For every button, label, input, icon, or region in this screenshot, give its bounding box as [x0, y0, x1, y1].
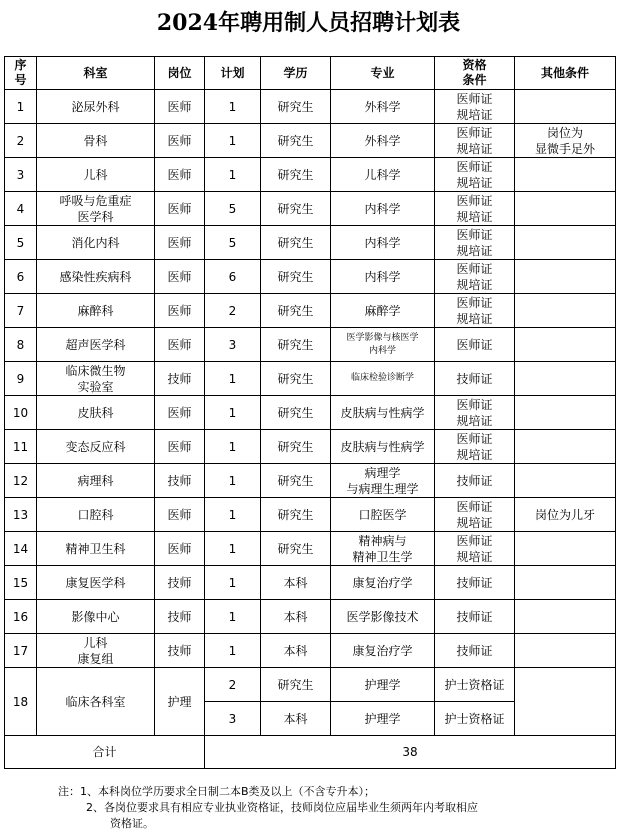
cell-dept: 临床各科室	[37, 668, 155, 736]
cell-qual-line: 规培证	[456, 141, 493, 156]
cell-major-line: 外科学	[364, 99, 401, 114]
total-row	[5, 736, 616, 769]
cell-dept-line: 泌尿外科	[71, 99, 120, 114]
cell-dept	[37, 532, 155, 566]
cell-qual	[435, 566, 515, 600]
table-row	[5, 634, 616, 668]
cell-post: 技师	[155, 600, 205, 634]
cell-plan: 1	[205, 532, 261, 566]
cell-dept	[37, 260, 155, 294]
cell-major-line: 内科学	[368, 345, 396, 356]
cell-qual-line: 规培证	[456, 209, 493, 224]
cell-edu: 本科	[261, 634, 331, 668]
note-1: 注：1、本科岗位学历要求全日制二本B类及以上（不含专升本）；	[58, 785, 376, 798]
cell-other	[515, 226, 616, 260]
cell-plan: 1	[205, 158, 261, 192]
cell-post: 医师	[155, 498, 205, 532]
table-row	[5, 90, 616, 124]
cell-major	[331, 362, 435, 396]
cell-major-line: 医学影像与核医学	[346, 332, 419, 343]
cell-qual	[435, 260, 515, 294]
cell-dept	[37, 90, 155, 124]
cell-no: 13	[5, 498, 37, 532]
cell-post: 医师	[155, 294, 205, 328]
cell-other	[515, 362, 616, 396]
cell-post: 医师	[155, 192, 205, 226]
cell-plan: 1	[205, 396, 261, 430]
note-2-continued: 资格证。	[110, 817, 154, 830]
cell-edu: 研究生	[261, 226, 331, 260]
cell-no: 1	[5, 90, 37, 124]
cell-major-line: 儿科学	[364, 167, 401, 182]
cell-major: 护理学	[331, 668, 435, 702]
cell-other	[515, 566, 616, 600]
cell-dept	[37, 192, 155, 226]
cell-major-line: 麻醉学	[364, 303, 401, 318]
cell-edu: 本科	[261, 600, 331, 634]
cell-major	[331, 328, 435, 362]
cell-major-line: 内科学	[364, 201, 401, 216]
cell-no: 6	[5, 260, 37, 294]
cell-dept	[37, 396, 155, 430]
cell-post: 医师	[155, 158, 205, 192]
cell-post: 医师	[155, 328, 205, 362]
cell-major-line: 精神卫生学	[352, 549, 413, 564]
header-major: 专业	[331, 57, 435, 90]
cell-other	[515, 158, 616, 192]
cell-other	[515, 396, 616, 430]
cell-no: 3	[5, 158, 37, 192]
cell-major-line: 临床检验诊断学	[350, 373, 414, 383]
header-qual: 资格 条件	[435, 57, 515, 90]
cell-post: 医师	[155, 260, 205, 294]
table-row	[5, 158, 616, 192]
cell-no: 15	[5, 566, 37, 600]
cell-edu: 研究生	[261, 124, 331, 158]
cell-other	[515, 498, 616, 532]
cell-qual-line: 医师证	[456, 193, 493, 208]
cell-edu: 研究生	[261, 396, 331, 430]
table-row	[5, 396, 616, 430]
cell-no: 14	[5, 532, 37, 566]
cell-major-line: 皮肤病与性病学	[340, 439, 425, 454]
cell-other	[515, 634, 616, 668]
cell-plan: 5	[205, 226, 261, 260]
cell-plan: 1	[205, 90, 261, 124]
cell-other-line: 岗位为	[546, 125, 583, 140]
cell-edu: 研究生	[261, 532, 331, 566]
cell-other-line: 岗位为儿牙	[534, 507, 595, 522]
cell-qual-line: 规培证	[456, 311, 493, 326]
cell-major	[331, 498, 435, 532]
cell-dept-line: 麻醉科	[77, 303, 114, 318]
cell-dept	[37, 158, 155, 192]
cell-plan: 1	[205, 124, 261, 158]
cell-edu: 研究生	[261, 464, 331, 498]
cell-qual-line: 规培证	[456, 107, 493, 122]
cell-no: 9	[5, 362, 37, 396]
cell-qual	[435, 600, 515, 634]
cell-dept-line: 医学科	[77, 209, 114, 224]
cell-no: 4	[5, 192, 37, 226]
cell-plan: 1	[205, 600, 261, 634]
notes	[58, 784, 613, 832]
cell-qual-line: 规培证	[456, 447, 493, 462]
cell-plan: 6	[205, 260, 261, 294]
cell-no: 10	[5, 396, 37, 430]
cell-qual-line: 技师证	[456, 643, 493, 658]
table-row	[5, 430, 616, 464]
cell-plan: 3	[205, 702, 261, 736]
cell-qual-line: 技师证	[456, 575, 493, 590]
cell-other	[515, 532, 616, 566]
cell-dept-line: 病理科	[77, 473, 114, 488]
cell-qual-line: 医师证	[456, 337, 493, 352]
cell-major	[331, 260, 435, 294]
cell-no: 5	[5, 226, 37, 260]
cell-dept	[37, 566, 155, 600]
cell-qual	[435, 634, 515, 668]
cell-post: 医师	[155, 90, 205, 124]
cell-major-line: 医学影像技术	[346, 609, 419, 624]
cell-dept-line: 口腔科	[77, 507, 114, 522]
table-body	[5, 90, 616, 668]
cell-dept	[37, 430, 155, 464]
table-row	[5, 294, 616, 328]
total-label: 合计	[5, 736, 205, 769]
cell-no: 2	[5, 124, 37, 158]
cell-qual	[435, 328, 515, 362]
cell-no: 16	[5, 600, 37, 634]
cell-other	[515, 668, 616, 736]
cell-major	[331, 566, 435, 600]
table-row	[5, 532, 616, 566]
cell-major	[331, 464, 435, 498]
cell-other	[515, 600, 616, 634]
cell-post: 医师	[155, 226, 205, 260]
cell-major-line: 内科学	[364, 235, 401, 250]
cell-no: 7	[5, 294, 37, 328]
cell-no: 11	[5, 430, 37, 464]
cell-other-line: 显微手足外	[534, 141, 595, 156]
cell-major	[331, 226, 435, 260]
cell-qual-line: 医师证	[456, 295, 493, 310]
cell-post: 技师	[155, 634, 205, 668]
cell-major-line: 口腔医学	[358, 507, 407, 522]
cell-qual-line: 医师证	[456, 397, 493, 412]
cell-major-line: 康复治疗学	[352, 643, 413, 658]
cell-major-line: 内科学	[364, 269, 401, 284]
cell-qual-line: 医师证	[456, 91, 493, 106]
cell-major-line: 病理学	[364, 465, 401, 480]
page-title: 2024年聘用制人员招聘计划表	[156, 10, 461, 36]
table-row	[5, 328, 616, 362]
cell-post: 医师	[155, 532, 205, 566]
cell-edu: 研究生	[261, 328, 331, 362]
cell-major	[331, 158, 435, 192]
cell-dept-line: 骨科	[83, 133, 108, 148]
cell-dept-line: 超声医学科	[65, 337, 126, 352]
cell-dept	[37, 294, 155, 328]
header-seq: 序 号	[5, 57, 37, 90]
cell-no: 8	[5, 328, 37, 362]
cell-post: 医师	[155, 396, 205, 430]
cell-dept-line: 实验室	[77, 379, 114, 394]
header-dept: 科室	[37, 57, 155, 90]
cell-qual	[435, 362, 515, 396]
cell-plan: 1	[205, 464, 261, 498]
cell-dept	[37, 362, 155, 396]
cell-qual-line: 规培证	[456, 277, 493, 292]
cell-major	[331, 124, 435, 158]
cell-qual-line: 医师证	[456, 227, 493, 242]
cell-edu: 研究生	[261, 260, 331, 294]
header-edu: 学历	[261, 57, 331, 90]
cell-dept	[37, 124, 155, 158]
cell-edu: 研究生	[261, 90, 331, 124]
cell-no: 17	[5, 634, 37, 668]
cell-qual: 护士资格证	[435, 668, 515, 702]
cell-qual-line: 规培证	[456, 549, 493, 564]
cell-other	[515, 124, 616, 158]
cell-qual-line: 医师证	[456, 431, 493, 446]
header-post: 岗位	[155, 57, 205, 90]
cell-major	[331, 396, 435, 430]
table-row	[5, 498, 616, 532]
cell-post: 技师	[155, 566, 205, 600]
table-row	[5, 260, 616, 294]
table-row	[5, 600, 616, 634]
cell-other	[515, 260, 616, 294]
cell-plan: 2	[205, 294, 261, 328]
cell-qual	[435, 158, 515, 192]
note-2: 2、各岗位要求具有相应专业执业资格证，技师岗位应届毕业生须两年内考取相应	[86, 801, 478, 814]
cell-plan: 1	[205, 634, 261, 668]
cell-plan: 1	[205, 430, 261, 464]
cell-other	[515, 328, 616, 362]
cell-qual-line: 医师证	[456, 261, 493, 276]
cell-major-line: 精神病与	[358, 533, 407, 548]
cell-dept	[37, 328, 155, 362]
header-row	[5, 57, 616, 90]
cell-qual-line: 规培证	[456, 243, 493, 258]
cell-plan: 3	[205, 328, 261, 362]
cell-dept-line: 呼吸与危重症	[59, 193, 132, 208]
cell-dept-line: 影像中心	[71, 609, 120, 624]
cell-edu: 研究生	[261, 498, 331, 532]
cell-qual-line: 规培证	[456, 515, 493, 530]
table-row	[5, 124, 616, 158]
cell-qual	[435, 430, 515, 464]
cell-dept-line: 儿科	[83, 635, 108, 650]
cell-plan: 1	[205, 362, 261, 396]
cell-major	[331, 294, 435, 328]
cell-dept-line: 皮肤科	[77, 405, 114, 420]
cell-edu: 研究生	[261, 362, 331, 396]
cell-major	[331, 634, 435, 668]
cell-plan: 5	[205, 192, 261, 226]
cell-dept-line: 儿科	[83, 167, 108, 182]
cell-edu: 研究生	[261, 294, 331, 328]
cell-qual	[435, 124, 515, 158]
cell-qual-line: 技师证	[456, 609, 493, 624]
cell-dept	[37, 634, 155, 668]
cell-dept-line: 消化内科	[71, 235, 120, 250]
cell-edu: 研究生	[261, 158, 331, 192]
cell-other	[515, 430, 616, 464]
cell-major-line: 康复治疗学	[352, 575, 413, 590]
cell-major-line: 外科学	[364, 133, 401, 148]
cell-plan: 2	[205, 668, 261, 702]
cell-major	[331, 532, 435, 566]
cell-no: 12	[5, 464, 37, 498]
cell-qual: 护士资格证	[435, 702, 515, 736]
cell-qual	[435, 192, 515, 226]
cell-dept-line: 精神卫生科	[65, 541, 126, 556]
cell-major: 护理学	[331, 702, 435, 736]
cell-major	[331, 90, 435, 124]
cell-qual-line: 医师证	[456, 533, 493, 548]
cell-major-line: 皮肤病与性病学	[340, 405, 425, 420]
cell-post: 技师	[155, 362, 205, 396]
header-plan: 计划	[205, 57, 261, 90]
cell-qual	[435, 90, 515, 124]
cell-post: 医师	[155, 430, 205, 464]
cell-plan: 1	[205, 498, 261, 532]
cell-dept-line: 康复组	[77, 651, 114, 666]
cell-other	[515, 464, 616, 498]
cell-dept-line: 康复医学科	[65, 575, 126, 590]
cell-qual-line: 技师证	[456, 473, 493, 488]
table-row	[5, 566, 616, 600]
cell-major-line: 与病理生理学	[346, 481, 419, 496]
cell-plan: 1	[205, 566, 261, 600]
cell-qual	[435, 294, 515, 328]
header-other: 其他条件	[515, 57, 616, 90]
cell-qual-line: 规培证	[456, 413, 493, 428]
cell-dept	[37, 498, 155, 532]
cell-major	[331, 600, 435, 634]
cell-no: 18	[5, 668, 37, 736]
cell-post: 技师	[155, 464, 205, 498]
cell-edu: 研究生	[261, 192, 331, 226]
cell-dept	[37, 226, 155, 260]
cell-qual-line: 医师证	[456, 159, 493, 174]
cell-other	[515, 192, 616, 226]
cell-qual	[435, 464, 515, 498]
cell-other	[515, 294, 616, 328]
cell-major	[331, 430, 435, 464]
cell-qual	[435, 226, 515, 260]
total-value: 38	[205, 736, 616, 769]
cell-qual-line: 技师证	[456, 371, 493, 386]
cell-major	[331, 192, 435, 226]
cell-edu: 本科	[261, 702, 331, 736]
cell-edu: 研究生	[261, 430, 331, 464]
cell-qual-line: 规培证	[456, 175, 493, 190]
recruitment-table	[4, 56, 616, 769]
cell-qual-line: 医师证	[456, 499, 493, 514]
cell-qual-line: 医师证	[456, 125, 493, 140]
cell-other	[515, 90, 616, 124]
cell-dept-line: 感染性疾病科	[59, 269, 132, 284]
table-row	[5, 226, 616, 260]
cell-dept-line: 临床微生物	[65, 363, 126, 378]
cell-post: 医师	[155, 124, 205, 158]
cell-qual	[435, 532, 515, 566]
table-row	[5, 668, 616, 702]
cell-dept-line: 变态反应科	[65, 439, 126, 454]
cell-qual	[435, 498, 515, 532]
cell-dept	[37, 464, 155, 498]
cell-edu: 本科	[261, 566, 331, 600]
table-row	[5, 362, 616, 396]
table-row	[5, 464, 616, 498]
cell-qual	[435, 396, 515, 430]
cell-post: 护理	[155, 668, 205, 736]
cell-edu: 研究生	[261, 668, 331, 702]
table-row	[5, 192, 616, 226]
cell-dept	[37, 600, 155, 634]
